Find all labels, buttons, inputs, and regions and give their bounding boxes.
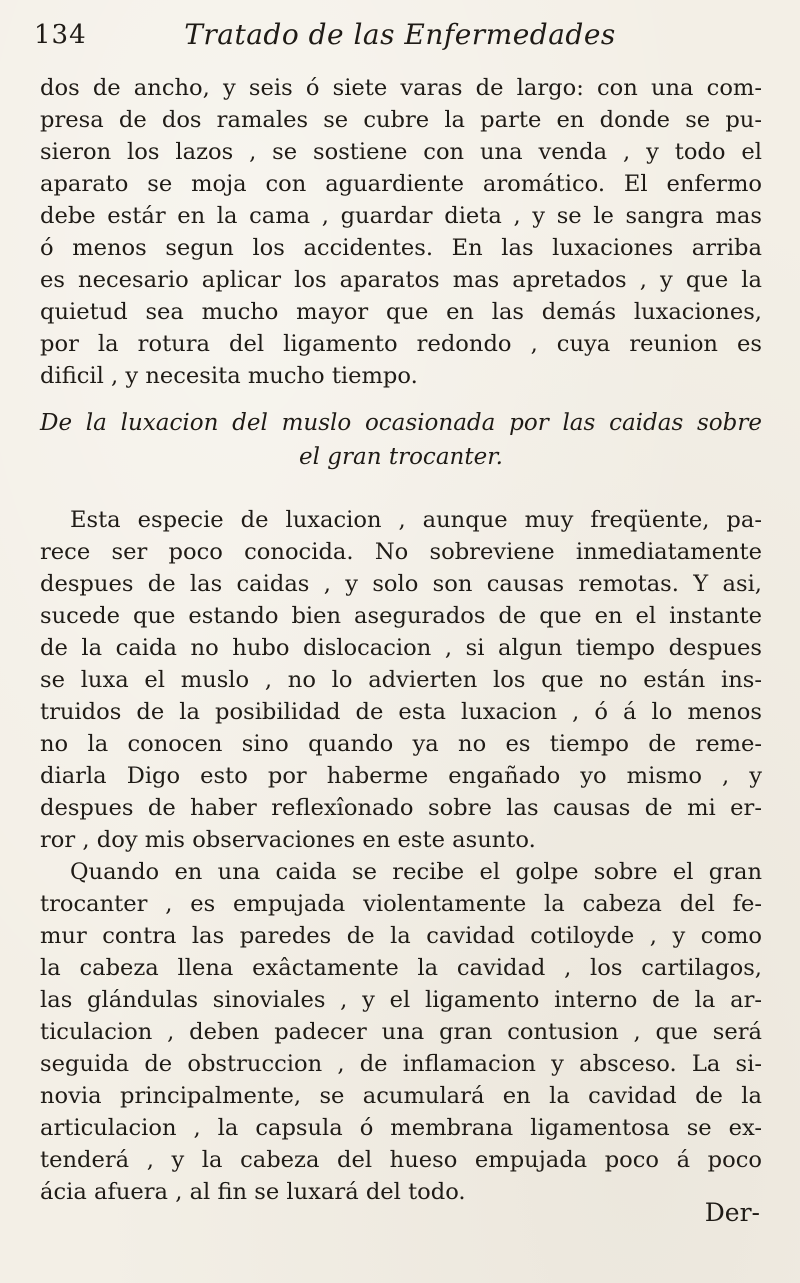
text-line: ó menos segun los accidentes. En las luxaciones arriba	[40, 235, 762, 261]
body-text	[40, 72, 762, 1208]
text-line: debe estár en la cama , guardar dieta , y se le sangra mas	[40, 203, 762, 229]
page-number: 134	[34, 20, 87, 50]
text-line: articulacion , la capsula ó membrana ligamentosa se ex-	[40, 1115, 762, 1141]
paragraph-2	[40, 504, 762, 856]
text-line: por la rotura del ligamento redondo , cuya reunion es	[40, 331, 762, 357]
text-line: sieron los lazos , se sostiene con una venda , y todo el	[40, 139, 762, 165]
text-line: seguida de obstruccion , de inflamacion y absceso. La si-	[40, 1051, 762, 1077]
running-head: Tratado de las Enfermedades	[184, 18, 616, 51]
section-heading	[40, 406, 762, 474]
text-line: no la conocen sino quando ya no es tiempo de reme-	[40, 731, 762, 757]
text-line: tenderá , y la cabeza del hueso empujada poco á poco	[40, 1147, 762, 1173]
text-line: quietud sea mucho mayor que en las demás luxaciones,	[40, 299, 762, 325]
text-line: despues de las caidas , y solo son causas remotas. Y asi,	[40, 571, 762, 597]
text-line: sucede que estando bien asegurados de que en el instante	[40, 603, 762, 629]
text-line: dificil , y necesita mucho tiempo.	[40, 363, 418, 389]
text-line: ácia afuera , al fin se luxará del todo.	[40, 1179, 466, 1205]
paragraph-3	[40, 856, 762, 1208]
heading-line: De la luxacion del muslo ocasionada por las caidas sobre	[40, 410, 762, 436]
text-line: diarla Digo esto por haberme engañado yo mismo , y	[40, 763, 762, 789]
text-line: presa de dos ramales se cubre la parte en donde se pu-	[40, 107, 762, 133]
text-line: Esta especie de luxacion , aunque muy freqüente, pa-	[70, 507, 762, 533]
text-line: de la caida no hubo dislocacion , si algun tiempo despues	[40, 635, 762, 661]
text-line: despues de haber reflexîonado sobre las causas de mi er-	[40, 795, 762, 821]
catchword: Der-	[704, 1198, 760, 1227]
text-line: la cabeza llena exâctamente la cavidad , los cartilagos,	[40, 955, 762, 981]
text-line: las glándulas sinoviales , y el ligamento interno de la ar-	[40, 987, 762, 1013]
page-header	[0, 18, 800, 58]
text-line: rece ser poco conocida. No sobreviene inmediatamente	[40, 539, 762, 565]
heading-line: el gran trocanter.	[299, 444, 503, 470]
text-line: es necesario aplicar los aparatos mas apretados , y que la	[40, 267, 762, 293]
text-line: aparato se moja con aguardiente aromático. El enfermo	[40, 171, 762, 197]
paragraph-1	[40, 72, 762, 392]
text-line: Quando en una caida se recibe el golpe sobre el gran	[70, 859, 762, 885]
text-line: se luxa el muslo , no lo advierten los que no están ins-	[40, 667, 762, 693]
text-line: ticulacion , deben padecer una gran contusion , que será	[40, 1019, 762, 1045]
text-line: trocanter , es empujada violentamente la cabeza del fe-	[40, 891, 762, 917]
text-line: novia principalmente, se acumulará en la cavidad de la	[40, 1083, 762, 1109]
text-line: truidos de la posibilidad de esta luxacion , ó á lo menos	[40, 699, 762, 725]
text-line: ror , doy mis observaciones en este asunto.	[40, 827, 536, 853]
text-line: dos de ancho, y seis ó siete varas de largo: con una com-	[40, 75, 762, 101]
text-line: mur contra las paredes de la cavidad cotiloyde , y como	[40, 923, 762, 949]
